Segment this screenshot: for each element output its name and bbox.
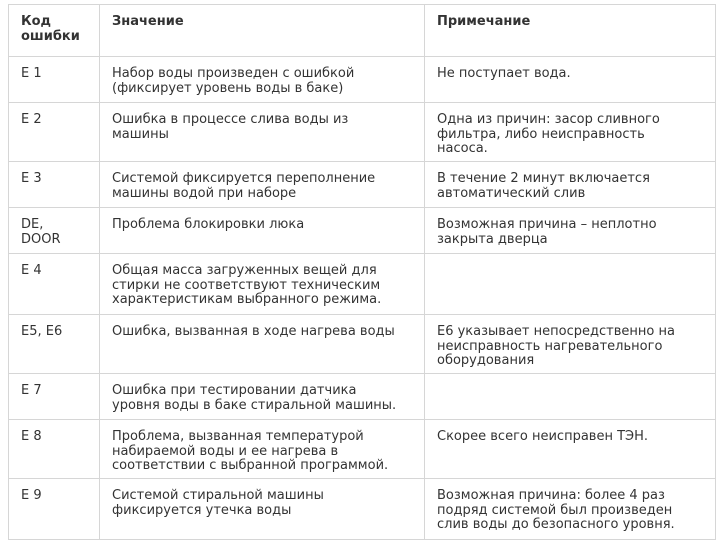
error-codes-table <box>8 4 716 540</box>
cell-code: E 3 <box>9 162 100 208</box>
cell-code: E 8 <box>9 420 100 479</box>
cell-code: E 9 <box>9 479 100 540</box>
table-row <box>9 479 716 540</box>
header-code: Код ошибки <box>9 5 100 57</box>
table-row <box>9 162 716 208</box>
cell-code: E5, E6 <box>9 315 100 374</box>
cell-code: E 7 <box>9 374 100 420</box>
cell-note: E6 указывает непосредственно на неисправность нагревательного оборудования <box>425 315 716 374</box>
header-row <box>9 5 716 57</box>
cell-note <box>425 374 716 420</box>
cell-note: Возможная причина – неплотно закрыта дверца <box>425 208 716 254</box>
table-row <box>9 57 716 103</box>
header-meaning: Значение <box>100 5 425 57</box>
cell-meaning: Общая масса загруженных вещей для стирки не соответствуют техническим характеристикам выбранного режима. <box>100 254 425 315</box>
cell-meaning: Системой фиксируется переполнение машины водой при наборе <box>100 162 425 208</box>
cell-meaning: Ошибка в процессе слива воды из машины <box>100 103 425 162</box>
cell-meaning: Ошибка при тестировании датчика уровня воды в баке стиральной машины. <box>100 374 425 420</box>
cell-meaning: Ошибка, вызванная в ходе нагрева воды <box>100 315 425 374</box>
cell-meaning: Системой стиральной машины фиксируется утечка воды <box>100 479 425 540</box>
cell-code: DE, DOOR <box>9 208 100 254</box>
cell-note <box>425 254 716 315</box>
table-row <box>9 420 716 479</box>
cell-note: Не поступает вода. <box>425 57 716 103</box>
cell-code: E 2 <box>9 103 100 162</box>
table-row <box>9 374 716 420</box>
cell-meaning: Проблема блокировки люка <box>100 208 425 254</box>
table-row <box>9 103 716 162</box>
table-body <box>9 57 716 540</box>
cell-note: В течение 2 минут включается автоматический слив <box>425 162 716 208</box>
table-header <box>9 5 716 57</box>
cell-code: E 1 <box>9 57 100 103</box>
table-row <box>9 208 716 254</box>
table-row <box>9 315 716 374</box>
cell-code: E 4 <box>9 254 100 315</box>
cell-note: Скорее всего неисправен ТЭН. <box>425 420 716 479</box>
cell-meaning: Проблема, вызванная температурой набираемой воды и ее нагрева в соответствии с выбранной программой. <box>100 420 425 479</box>
header-note: Примечание <box>425 5 716 57</box>
cell-note: Одна из причин: засор сливного фильтра, либо неисправность насоса. <box>425 103 716 162</box>
cell-meaning: Набор воды произведен с ошибкой (фиксирует уровень воды в баке) <box>100 57 425 103</box>
cell-note: Возможная причина: более 4 раз подряд системой был произведен слив воды до безопасного уровня. <box>425 479 716 540</box>
table-row <box>9 254 716 315</box>
